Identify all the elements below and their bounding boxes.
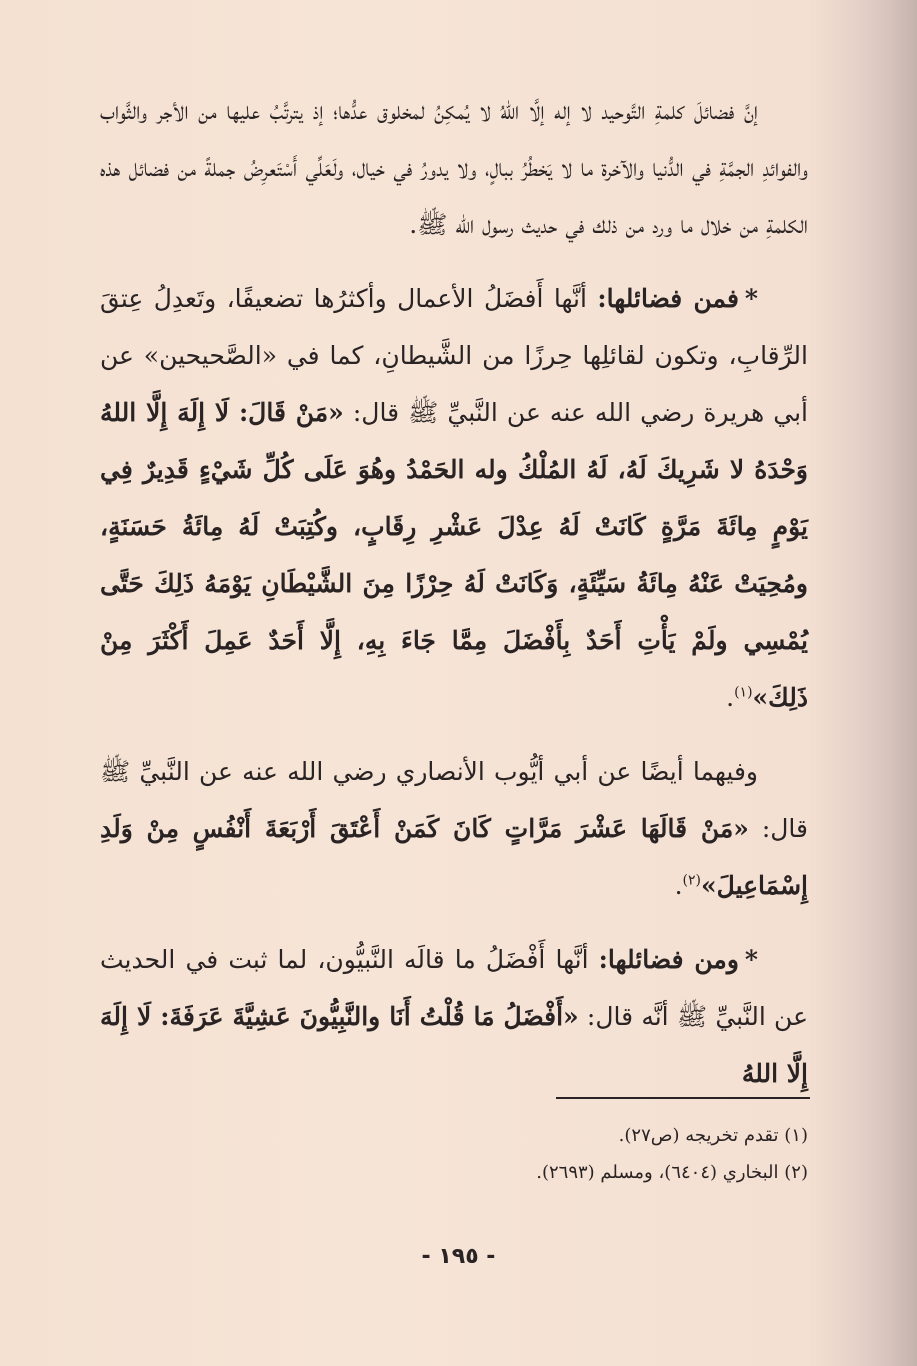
paragraph-virtue-1-continued <box>100 743 808 914</box>
paragraph-text: إنَّ فضائلَ كلمةِ التَّوحيد لا إله إلَّا اللهُ لا يُمكِنُ لمخلوق عدُّها؛ إذ يترتَّبُ عليها من الأجر والثَّواب والفوائدِ الجمَّةِ في الدُّنيا والآخرة ما لا يَخطُرُ ببالٍ، ولا يدورُ في خيال، ولَعَلِّي أَسْتَعرِضُ جملةً من فضائل هذه الكلمةِ من خلال ما ورد من ذلك في حديث رسول الله ﷺ. <box>100 96 808 239</box>
footnote-divider <box>556 1097 810 1099</box>
footnote-2 <box>108 1154 808 1191</box>
paragraph-text: أنَّها أَفضَلُ الأعمال وأكثرُها تضعيفًا، وتَعدِلُ عِتقَ الرِّقابِ، وتكون لقائلِها حِرزًا من الشَّيطانِ، كما في «الصَّحيحين» عن أبي هريرة رضي الله عنه عن النَّبيِّ ﷺ قال: <box>100 284 809 427</box>
footnote-1 <box>108 1117 808 1154</box>
footnote-number: (١) <box>784 1125 808 1146</box>
footnote-text: تقدم تخريجه (ص٢٧). <box>618 1125 779 1146</box>
book-page-body <box>100 82 808 1119</box>
paragraph-text: وفيهما أيضًا عن أبي أيُّوب الأنصاري رضي الله عنه عن النَّبيِّ ﷺ قال: <box>100 757 808 843</box>
hadith-quote: «أَفْضَلُ مَا قُلْتُ أَنَا والنَّبِيُّونَ عَشِيَّةَ عَرَفَةَ: لَا إِلَهَ إِلَّا اللهُ <box>100 1002 808 1088</box>
footnote-reference-1[interactable]: (١) <box>734 684 753 701</box>
asterisk-marker: * <box>744 284 758 313</box>
footnotes <box>108 1117 808 1191</box>
footnote-reference-2[interactable]: (٢) <box>682 872 702 889</box>
hadith-quote: «مَنْ قَالَهَا عَشْرَ مَرَّاتٍ كَانَ كَمَنْ أَعْتَقَ أَرْبَعَةَ أَنْفُسٍ مِنْ وَلَدِ إِسْمَاعِيلَ» <box>100 814 808 900</box>
sentence-end: . <box>726 683 735 712</box>
asterisk-marker: * <box>744 945 758 974</box>
sentence-end: . <box>674 871 683 900</box>
paragraph-intro <box>100 82 808 253</box>
hadith-quote: «مَنْ قَالَ: لَا إِلَهَ إِلَّا اللهُ وَحْدَهُ لا شَرِيكَ لَهُ، لَهُ المُلْكُ وله الحَمْدُ وهُوَ عَلَى كُلِّ شَيْءٍ قَدِيرٌ فِي يَوْمٍ مِائَةَ مَرَّةٍ كَانَتْ لَهُ عِدْلَ عَشْرِ رِقَابٍ، وكُتِبَتْ لَهُ مِائَةُ حَسَنَةٍ، ومُحِيَتْ عَنْهُ مِائَةُ سَيِّئَةٍ، وَكَانَتْ لَهُ حِرْزًا مِنَ الشَّيْطَانِ يَوْمَهُ ذَلِكَ حَتَّى يُمْسِي ولَمْ يَأْتِ أَحَدٌ بِأَفْضَلَ مِمَّا جَاءَ بِهِ، إِلَّا أَحَدٌ عَمِلَ أَكْثَرَ مِنْ ذَلِكَ» <box>100 398 808 712</box>
section-lead: فمن فضائلها: <box>597 284 739 313</box>
section-lead: ومن فضائلها: <box>598 945 739 974</box>
paragraph-virtue-1 <box>100 270 808 726</box>
footnote-number: (٢) <box>784 1162 808 1183</box>
page-number: - ١٩٥ - <box>421 1244 496 1269</box>
footnote-text: البخاري (٦٤٠٤)، ومسلم (٢٦٩٣). <box>536 1162 779 1183</box>
paragraph-text: أنَّها أَفْضَلُ ما قالَه النَّبيُّون، لما ثبت في الحديث عن النَّبيِّ ﷺ أنَّه قال: <box>100 945 808 1031</box>
paragraph-virtue-2 <box>100 931 808 1102</box>
